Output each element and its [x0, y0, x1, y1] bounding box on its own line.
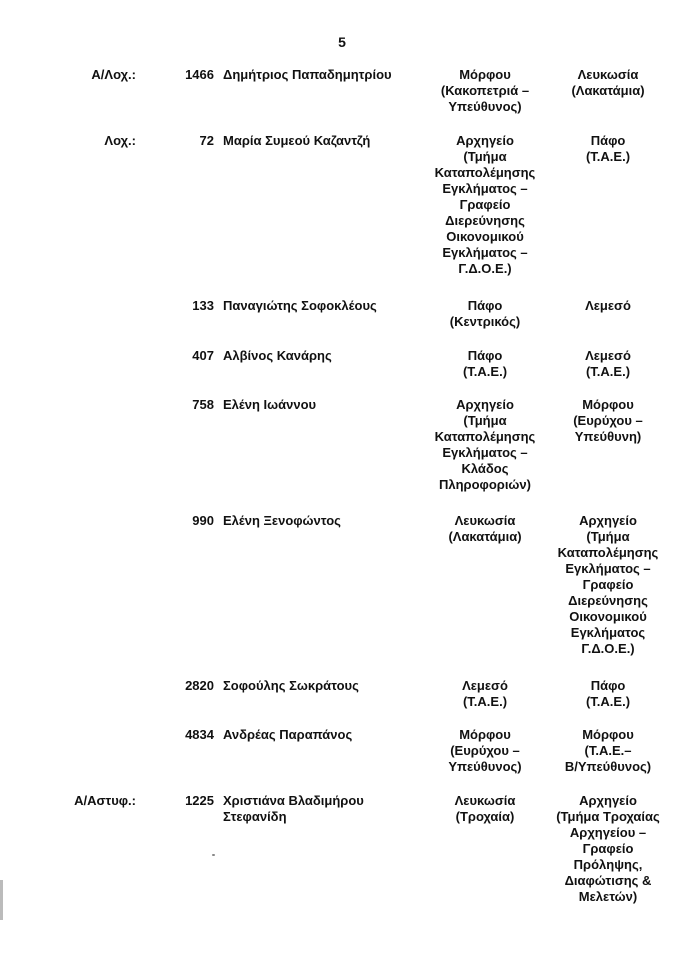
officer-name-line: Σοφούλης Σωκράτους: [223, 678, 359, 693]
from-location-line: (Τμήμα: [463, 413, 507, 428]
to-location: [538, 678, 678, 710]
to-location-line: Διαφώτισης &: [564, 873, 652, 888]
to-location-line: Πρόληψης,: [573, 857, 643, 872]
to-location-line: Πάφο: [590, 678, 626, 693]
to-location-line: Γραφείο: [582, 841, 634, 856]
from-location-line: Εγκλήματος –: [442, 445, 528, 460]
officer-name-line: Ελένη Ιωάννου: [223, 397, 317, 412]
officer-name-line: Ελένη Ξενοφώντος: [223, 513, 341, 528]
from-location: [415, 793, 555, 825]
from-location-line: Υπεύθυνος): [448, 99, 522, 114]
officer-name: [223, 678, 413, 694]
from-location-line: Αρχηγείο: [456, 397, 514, 412]
officer-name-line: Παναγιώτης Σοφοκλέους: [223, 298, 377, 313]
to-location-line: (Τμήμα: [586, 529, 630, 544]
from-location-line: (Τ.Α.Ε.): [462, 364, 508, 379]
from-location-line: Πάφο: [467, 348, 503, 363]
to-location-line: Πάφο: [590, 133, 626, 148]
to-location-line: (Ευρύχου –: [573, 413, 643, 428]
to-location-line: Γραφείο: [582, 577, 634, 592]
from-location-line: (Κεντρικός): [449, 314, 521, 329]
to-location-line: Λεμεσό: [585, 298, 631, 313]
from-location-line: Πληροφοριών): [439, 477, 531, 492]
from-location: [415, 513, 555, 545]
from-location: [415, 678, 555, 710]
to-location-line: Αρχηγείο: [579, 513, 637, 528]
from-location-line: Πάφο: [467, 298, 503, 313]
from-location-line: Γ.Δ.Ο.Ε.): [458, 261, 512, 276]
from-location-line: Υπεύθυνος): [448, 759, 522, 774]
officer-name: [223, 397, 413, 413]
service-number: 72: [199, 133, 214, 148]
to-location-line: Αρχηγείου –: [569, 825, 647, 840]
service-number: 407: [192, 348, 214, 363]
officer-name: [223, 793, 413, 825]
from-location-line: Λεμεσό: [462, 678, 508, 693]
from-location-line: Αρχηγείο: [456, 133, 514, 148]
officer-name-line: Δημήτριος Παπαδημητρίου: [223, 67, 392, 82]
page-number: 5: [338, 34, 346, 50]
service-number: 1225: [185, 793, 214, 808]
service-number: 990: [192, 513, 214, 528]
from-location-line: Λευκωσία: [454, 793, 516, 808]
to-location-line: (Τ.Α.Ε.): [585, 364, 631, 379]
to-location-line: Β/Υπεύθυνος): [564, 759, 652, 774]
to-location-line: Διερεύνησης: [568, 593, 648, 608]
from-location: [415, 298, 555, 330]
officer-name-line: Στεφανίδη: [223, 809, 287, 824]
rank-label: Α/Λοχ.:: [91, 67, 136, 82]
from-location-line: Λευκωσία: [454, 513, 516, 528]
from-location-line: Κλάδος: [461, 461, 509, 476]
officer-name: [223, 727, 413, 743]
service-number: 758: [192, 397, 214, 412]
to-location-line: (Λακατάμια): [571, 83, 645, 98]
from-location-line: (Ευρύχου –: [450, 743, 520, 758]
to-location: [538, 67, 678, 99]
scan-edge-mark: [0, 880, 3, 920]
to-location-line: (Τ.Α.Ε.): [585, 149, 631, 164]
to-location: [538, 513, 678, 657]
from-location: [415, 348, 555, 380]
to-location-line: Μόρφου: [582, 397, 634, 412]
scan-speck: [212, 854, 215, 856]
to-location-line: Λευκωσία: [577, 67, 639, 82]
from-location: [415, 727, 555, 775]
from-location-line: Καταπολέμησης: [434, 165, 536, 180]
from-location: [415, 67, 555, 115]
from-location: [415, 397, 555, 493]
from-location-line: Εγκλήματος –: [442, 181, 528, 196]
to-location-line: Λεμεσό: [585, 348, 631, 363]
officer-name: [223, 67, 413, 83]
officer-name: [223, 298, 413, 314]
to-location-line: (Τ.Α.Ε.–: [584, 743, 632, 758]
from-location-line: Οικονομικού: [446, 229, 524, 244]
from-location-line: (Τ.Α.Ε.): [462, 694, 508, 709]
from-location-line: Διερεύνησης: [445, 213, 525, 228]
rank-label: Α/Αστυφ.:: [74, 793, 136, 808]
to-location-line: Καταπολέμησης: [557, 545, 659, 560]
to-location-line: Μόρφου: [582, 727, 634, 742]
from-location: [415, 133, 555, 277]
service-number: 1466: [185, 67, 214, 82]
to-location: [538, 727, 678, 775]
to-location: [538, 793, 678, 905]
to-location: [538, 348, 678, 380]
to-location-line: Γ.Δ.Ο.Ε.): [581, 641, 635, 656]
from-location-line: (Τροχαία): [455, 809, 515, 824]
to-location-line: Μελετών): [578, 889, 638, 904]
officer-name: [223, 513, 413, 529]
from-location-line: Μόρφου: [459, 727, 511, 742]
to-location-line: Εγκλήματος –: [565, 561, 651, 576]
officer-name-line: Ανδρέας Παραπάνος: [223, 727, 353, 742]
to-location-line: Εγκλήματος: [570, 625, 646, 640]
officer-name: [223, 133, 413, 149]
rank-label: Λοχ.:: [104, 133, 136, 148]
from-location-line: (Κακοπετριά –: [440, 83, 530, 98]
from-location-line: Γραφείο: [459, 197, 511, 212]
officer-name: [223, 348, 413, 364]
from-location-line: Μόρφου: [459, 67, 511, 82]
service-number: 4834: [185, 727, 214, 742]
officer-name-line: Χριστιάνα Βλαδιμήρου: [223, 793, 364, 808]
officer-name-line: Αλβίνος Κανάρης: [223, 348, 332, 363]
to-location-line: (Τμήμα Τροχαίας: [556, 809, 660, 824]
to-location-line: Υπεύθυνη): [574, 429, 642, 444]
from-location-line: Καταπολέμησης: [434, 429, 536, 444]
from-location-line: (Τμήμα: [463, 149, 507, 164]
to-location-line: Οικονομικού: [569, 609, 647, 624]
to-location-line: Αρχηγείο: [579, 793, 637, 808]
to-location: [538, 397, 678, 445]
from-location-line: (Λακατάμια): [448, 529, 522, 544]
to-location-line: (Τ.Α.Ε.): [585, 694, 631, 709]
to-location: [538, 298, 678, 314]
officer-name-line: Μαρία Συμεού Καζαντζή: [223, 133, 371, 148]
service-number: 133: [192, 298, 214, 313]
to-location: [538, 133, 678, 165]
from-location-line: Εγκλήματος –: [442, 245, 528, 260]
service-number: 2820: [185, 678, 214, 693]
